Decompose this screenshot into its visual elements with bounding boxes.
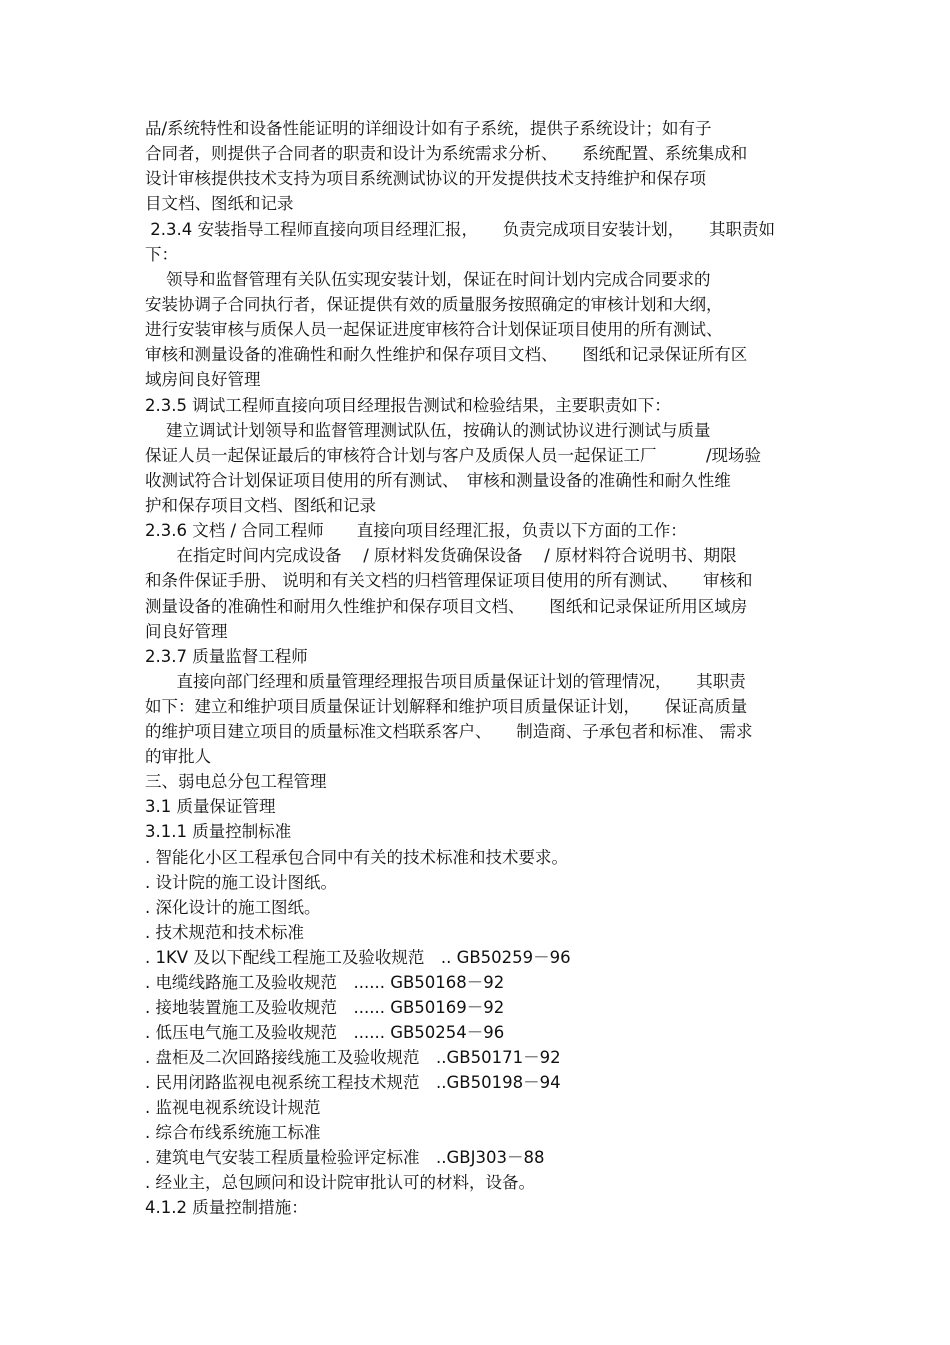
text-line: 下： <box>145 245 178 264</box>
text-line: 的维护项目建立项目的质量标准文档联系客户、 制造商、子承包者和标准、 需求 <box>145 722 753 741</box>
text-line: 间良好管理 <box>145 622 228 641</box>
text-line: 审核和测量设备的准确性和耐久性维护和保存项目文档、 图纸和记录保证所有区 <box>145 345 748 364</box>
text-line: 领导和监督管理有关队伍实现安装计划，保证在时间计划内完成合同要求的 <box>145 270 711 289</box>
section-heading: 2.3.4 安装指导工程师直接向项目经理汇报， 负责完成项目安装计划， 其职责如 <box>145 220 775 239</box>
section-heading: 4.1.2 质量控制措施： <box>145 1198 308 1217</box>
text-line: 进行安装审核与质保人员一起保证进度审核符合计划保证项目使用的所有测试、 <box>145 320 723 339</box>
list-item: . 设计院的施工设计图纸。 <box>145 873 337 892</box>
list-item: . 电缆线路施工及验收规范 ...... GB50168－92 <box>145 973 505 992</box>
text-line: 设计审核提供技术支持为项目系统测试协议的开发提供技术支持维护和保存项 <box>145 169 706 188</box>
list-item: . 民用闭路监视电视系统工程技术规范 ..GB50198－94 <box>145 1073 561 1092</box>
list-item: . 经业主，总包顾问和设计院审批认可的材料，设备。 <box>145 1173 535 1192</box>
text-line: 和条件保证手册、 说明和有关文档的归档管理保证项目使用的所有测试、 审核和 <box>145 571 753 590</box>
section-heading: 2.3.5 调试工程师直接向项目经理报告测试和检验结果，主要职责如下： <box>145 396 671 415</box>
text-line: 如下：建立和维护项目质量保证计划解释和维护项目质量保证计划， 保证高质量 <box>145 697 748 716</box>
section-heading: 2.3.7 质量监督工程师 <box>145 647 308 666</box>
text-line: 测量设备的准确性和耐用久性维护和保存项目文档、 图纸和记录保证所用区域房 <box>145 597 748 616</box>
text-line: 安装协调子合同执行者，保证提供有效的质量服务按照确定的审核计划和大纲， <box>145 295 723 314</box>
text-line: 的审批人 <box>145 747 211 766</box>
text-line: 保证人员一起保证最后的审核符合计划与客户及质保人员一起保证工厂 /现场验 <box>145 446 762 465</box>
chapter-heading: 三、弱电总分包工程管理 <box>145 772 327 791</box>
list-item: . 接地装置施工及验收规范 ...... GB50169－92 <box>145 998 505 1017</box>
text-line: 收测试符合计划保证项目使用的所有测试、 审核和测量设备的准确性和耐久性维 <box>145 471 731 490</box>
section-heading: 3.1 质量保证管理 <box>145 797 276 816</box>
list-item: . 盘柜及二次回路接线施工及验收规范 ..GB50171－92 <box>145 1048 561 1067</box>
section-heading: 2.3.6 文档 / 合同工程师 直接向项目经理汇报，负责以下方面的工作： <box>145 521 687 540</box>
text-line: 合同者，则提供子合同者的职责和设计为系统需求分析、 系统配置、系统集成和 <box>145 144 748 163</box>
list-item: . 技术规范和技术标准 <box>145 923 304 942</box>
text-line: 品/系统特性和设备性能证明的详细设计如有子系统，提供子系统设计；如有子 <box>145 119 712 138</box>
list-item: . 智能化小区工程承包合同中有关的技术标准和技术要求。 <box>145 848 568 867</box>
list-item: . 低压电气施工及验收规范 ...... GB50254－96 <box>145 1023 505 1042</box>
section-heading: 3.1.1 质量控制标准 <box>145 822 292 841</box>
text-line: 建立调试计划领导和监督管理测试队伍，按确认的测试协议进行测试与质量 <box>145 421 711 440</box>
text-line: 护和保存项目文档、图纸和记录 <box>145 496 376 515</box>
text-line: 在指定时间内完成设备 / 原材料发货确保设备 / 原材料符合说明书、期限 <box>145 546 737 565</box>
list-item: . 综合布线系统施工标准 <box>145 1123 321 1142</box>
list-item: . 监视电视系统设计规范 <box>145 1098 321 1117</box>
text-line: 直接向部门经理和质量管理经理报告项目质量保证计划的管理情况， 其职责 <box>145 672 746 691</box>
text-line: 目文档、图纸和记录 <box>145 194 294 213</box>
list-item: . 深化设计的施工图纸。 <box>145 898 321 917</box>
list-item: . 建筑电气安装工程质量检验评定标准 ..GBJ303－88 <box>145 1148 545 1167</box>
text-line: 域房间良好管理 <box>145 370 261 389</box>
list-item: . 1KV 及以下配线工程施工及验收规范 .. GB50259－96 <box>145 948 571 967</box>
